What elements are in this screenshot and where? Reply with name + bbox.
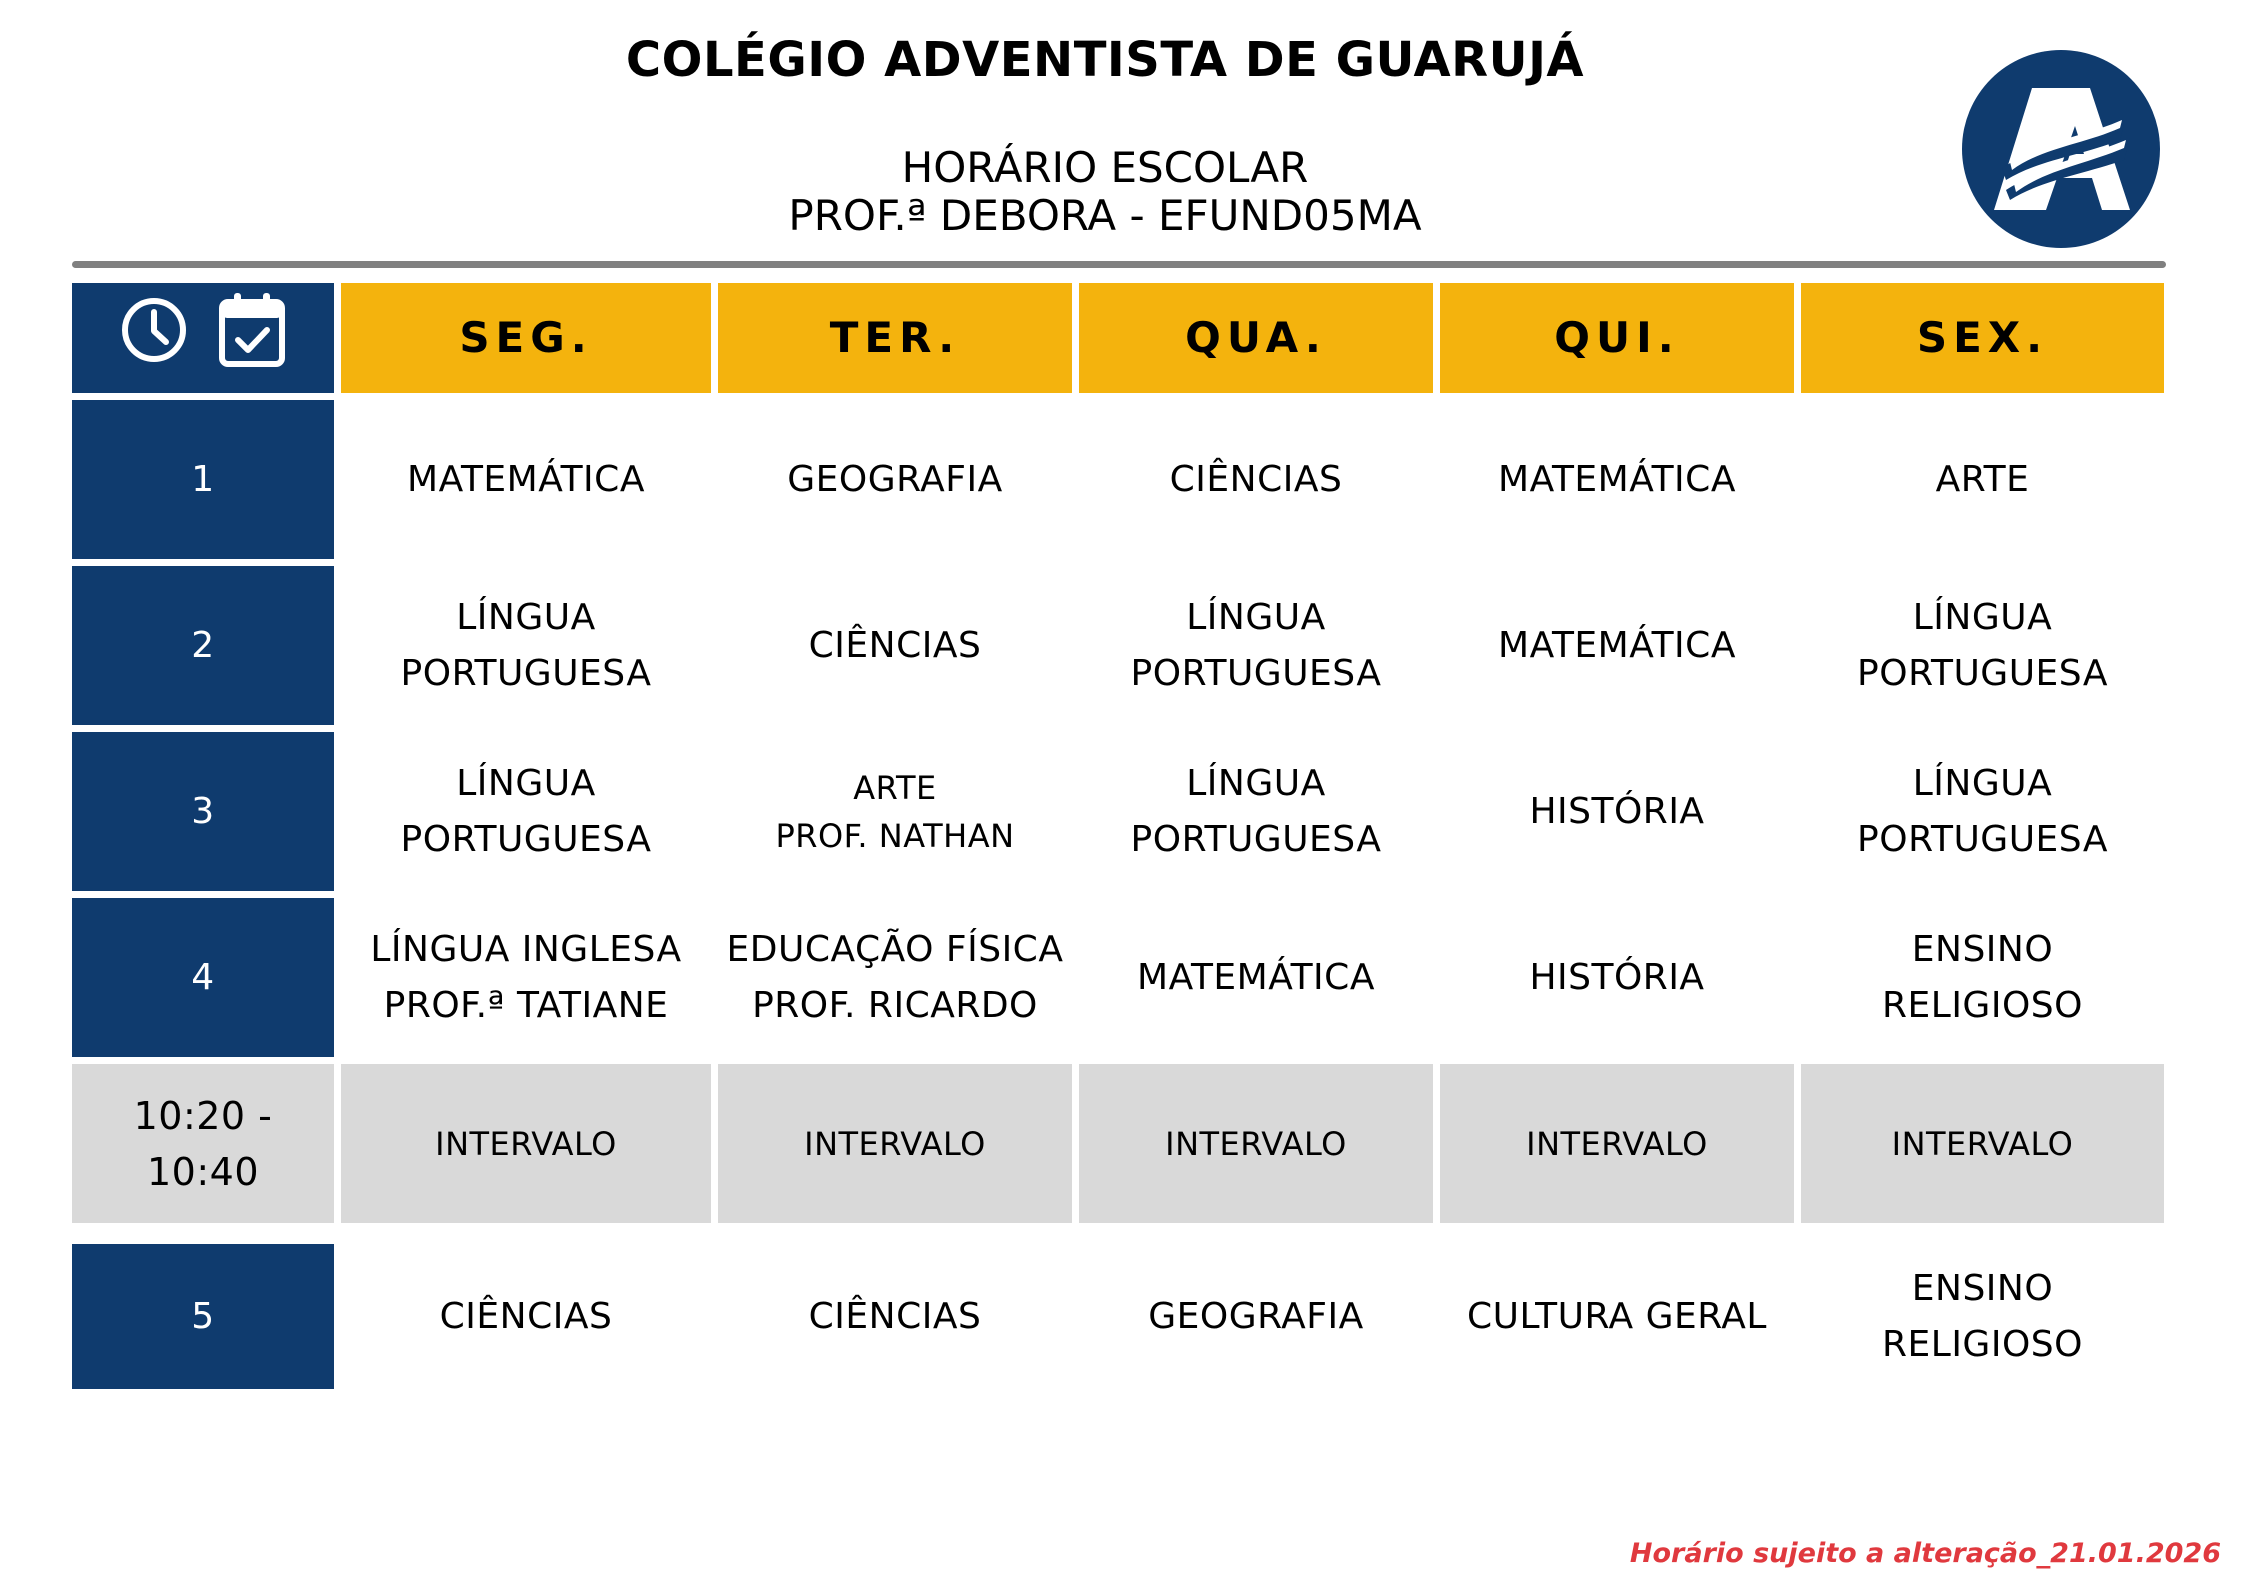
subject-cell-mon: LÍNGUA PORTUGUESA xyxy=(341,732,711,891)
schedule-title: HORÁRIO ESCOLAR xyxy=(901,143,1309,192)
period-number: 2 xyxy=(72,566,334,725)
subject-cell-tue: ARTE PROF. NATHAN xyxy=(718,732,1072,891)
subject-cell-wed: CIÊNCIAS xyxy=(1079,400,1433,559)
subject-cell-tue: CIÊNCIAS xyxy=(718,1244,1072,1389)
break-cell-thu: INTERVALO xyxy=(1440,1064,1794,1223)
subject-cell-tue: CIÊNCIAS xyxy=(718,566,1072,725)
subject-cell-mon: LÍNGUA PORTUGUESA xyxy=(341,566,711,725)
subject-cell-wed: LÍNGUA PORTUGUESA xyxy=(1079,566,1433,725)
subject-cell-mon: LÍNGUA INGLESA PROF.ª TATIANE xyxy=(341,898,711,1057)
adventist-logo-icon xyxy=(1962,50,2160,248)
subject-cell-wed: GEOGRAFIA xyxy=(1079,1244,1433,1389)
subject-cell-fri: LÍNGUA PORTUGUESA xyxy=(1801,566,2164,725)
period-number: 4 xyxy=(72,898,334,1057)
subject-cell-fri: LÍNGUA PORTUGUESA xyxy=(1801,732,2164,891)
teacher-class: PROF.ª DEBORA - EFUND05MA xyxy=(788,191,1422,240)
day-header-tue: TER. xyxy=(718,283,1072,393)
break-cell-mon: INTERVALO xyxy=(341,1064,711,1223)
subject-cell-mon: MATEMÁTICA xyxy=(341,400,711,559)
clock-icon xyxy=(120,296,188,381)
subject-cell-thu: HISTÓRIA xyxy=(1440,732,1794,891)
schedule-table xyxy=(72,283,2164,1389)
period-number: 5 xyxy=(72,1244,334,1389)
subject-cell-fri: ENSINO RELIGIOSO xyxy=(1801,898,2164,1057)
subject-cell-fri: ENSINO RELIGIOSO xyxy=(1801,1244,2164,1389)
subject-cell-mon: CIÊNCIAS xyxy=(341,1244,711,1389)
subject-cell-thu: MATEMÁTICA xyxy=(1440,566,1794,725)
subject-cell-thu: CULTURA GERAL xyxy=(1440,1244,1794,1389)
break-cell-wed: INTERVALO xyxy=(1079,1064,1433,1223)
table-corner xyxy=(72,283,334,393)
calendar-check-icon xyxy=(218,292,286,385)
period-number: 1 xyxy=(72,400,334,559)
subject-cell-thu: HISTÓRIA xyxy=(1440,898,1794,1057)
school-name: COLÉGIO ADVENTISTA DE GUARUJÁ xyxy=(625,32,1585,88)
break-cell-fri: INTERVALO xyxy=(1801,1064,2164,1223)
subject-cell-fri: ARTE xyxy=(1801,400,2164,559)
day-header-thu: QUI. xyxy=(1440,283,1794,393)
subject-cell-wed: MATEMÁTICA xyxy=(1079,898,1433,1057)
header-divider xyxy=(72,261,2166,268)
day-header-mon: SEG. xyxy=(341,283,711,393)
subject-cell-tue: EDUCAÇÃO FÍSICA PROF. RICARDO xyxy=(718,898,1072,1057)
day-header-wed: QUA. xyxy=(1079,283,1433,393)
change-notice: Horário sujeito a alteração_21.01.2026 xyxy=(1629,1538,2221,1569)
subject-cell-thu: MATEMÁTICA xyxy=(1440,400,1794,559)
period-number: 3 xyxy=(72,732,334,891)
day-header-fri: SEX. xyxy=(1801,283,2164,393)
subject-cell-tue: GEOGRAFIA xyxy=(718,400,1072,559)
schedule-subtitle xyxy=(0,144,2210,240)
break-cell-tue: INTERVALO xyxy=(718,1064,1072,1223)
break-time-label: 10:20 - 10:40 xyxy=(72,1064,334,1223)
subject-cell-wed: LÍNGUA PORTUGUESA xyxy=(1079,732,1433,891)
